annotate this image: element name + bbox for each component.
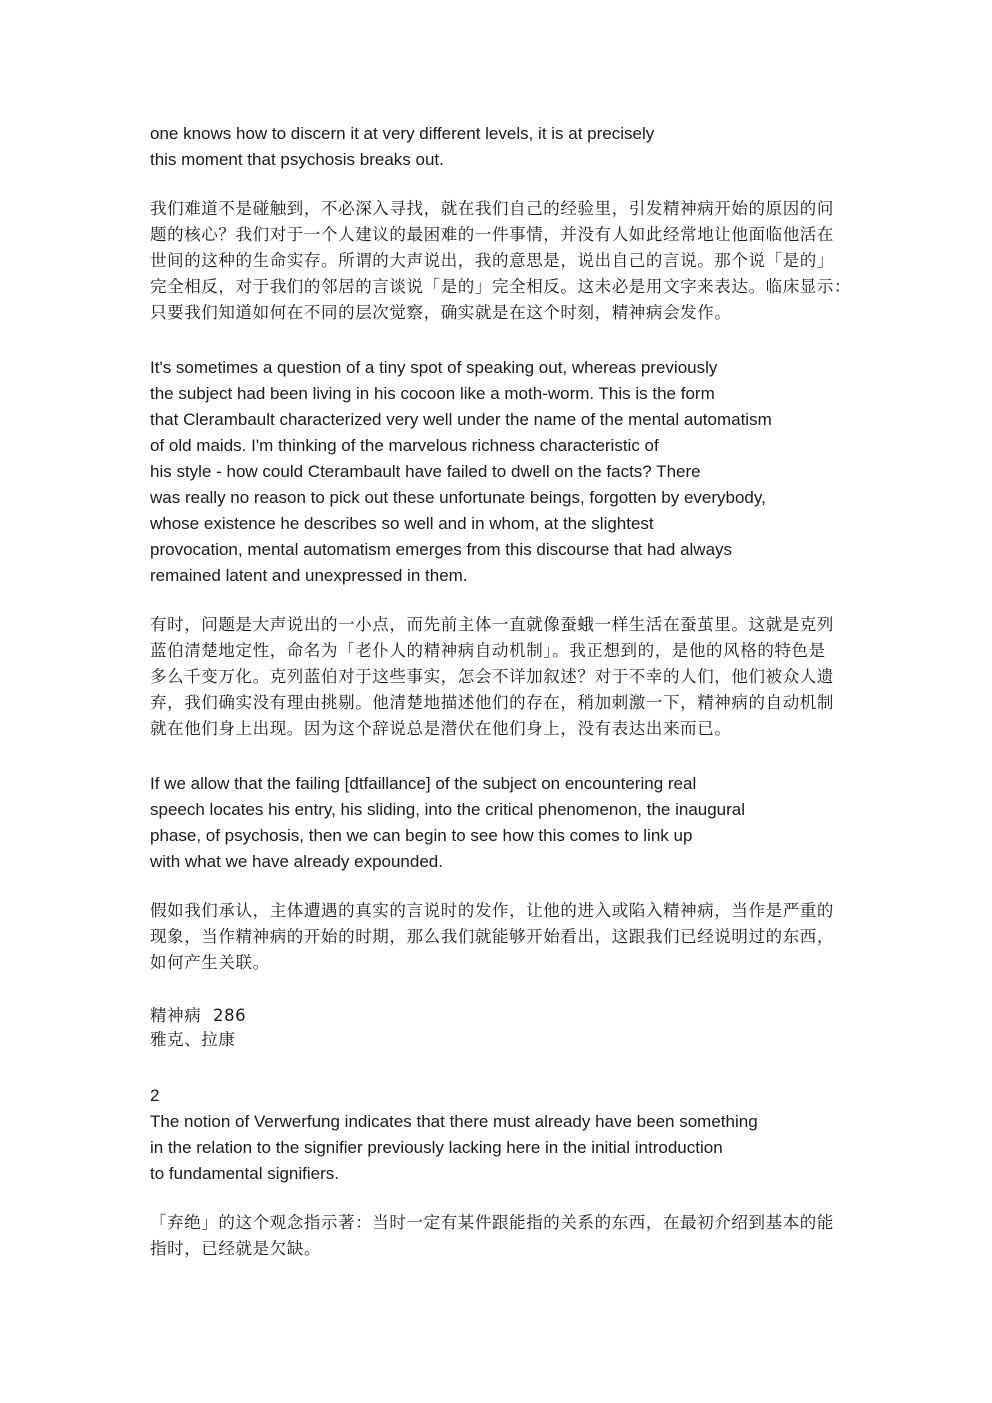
text-line: 有时，问题是大声说出的一小点，而先前主体一直就像蚕蛾一样生活在蚕茧里。这就是克列: [150, 615, 834, 634]
page-header-title: 精神病 286: [150, 1006, 247, 1025]
text-line: in the relation to the signifier previously lacking here in the initial introduction: [150, 1138, 723, 1157]
text-line: 多么千变万化。克列蓝伯对于这些事实，怎会不详加叙述？对于不幸的人们，他们被众人遗: [150, 667, 834, 686]
text-line: 我们难道不是碰触到，不必深入寻找，就在我们自己的经验里，引发精神病开始的原因的问: [150, 199, 834, 218]
text-line: provocation, mental automatism emerges from this discourse that had always: [150, 540, 733, 559]
text-line: speech locates his entry, his sliding, into the critical phenomenon, the inaugural: [150, 800, 746, 819]
text-line: his style - how could Cterambault have failed to dwell on the facts? There: [150, 462, 701, 481]
text-line: If we allow that the failing [dtfaillance] of the subject on encountering real: [150, 774, 697, 793]
text-line: 蓝伯清楚地定性，命名为「老仆人的精神病自动机制」。我正想到的，是他的风格的特色是: [150, 641, 826, 660]
text-line: that Clerambault characterized very well under the name of the mental automatism: [150, 410, 772, 429]
text-line: was really no reason to pick out these unfortunate beings, forgotten by everybody,: [150, 488, 766, 507]
text-line: 题的核心？我们对于一个人建议的最困难的一件事情，并没有人如此经常地让他面临他活在: [150, 225, 834, 244]
text-line: It's sometimes a question of a tiny spot of speaking out, whereas previously: [150, 358, 718, 377]
section-number: 2: [150, 1086, 160, 1105]
page-header-author: 雅克、拉康: [150, 1030, 236, 1049]
text-line: whose existence he describes so well and in whom, at the slightest: [150, 514, 654, 533]
text-line: to fundamental signifiers.: [150, 1164, 339, 1183]
text-line: phase, of psychosis, then we can begin to see how this comes to link up: [150, 826, 693, 845]
text-line: 就在他们身上出现。因为这个辞说总是潜伏在他们身上，没有表达出来而已。: [150, 719, 732, 738]
text-line: one knows how to discern it at very different levels, it is at precisely: [150, 124, 655, 143]
text-line: of old maids. I'm thinking of the marvelous richness characteristic of: [150, 436, 659, 455]
text-line: this moment that psychosis breaks out.: [150, 150, 444, 169]
text-line: 现象，当作精神病的开始的时期，那么我们就能够开始看出，这跟我们已经说明过的东西，: [150, 927, 834, 946]
text-line: the subject had been living in his cocoon like a moth-worm. This is the form: [150, 384, 715, 403]
text-line: The notion of Verwerfung indicates that there must already have been something: [150, 1112, 758, 1131]
text-line: 完全相反，对于我们的邻居的言谈说「是的」完全相反。这未必是用文字来表达。临床显示：: [150, 277, 852, 296]
text-line: 如何产生关联。: [150, 953, 270, 972]
text-line: 弃，我们确实没有理由挑剔。他清楚地描述他们的存在，稍加刺激一下，精神病的自动机制: [150, 693, 834, 712]
text-line: 「弃绝」的这个观念指示著：当时一定有某件跟能指的关系的东西，在最初介绍到基本的能: [150, 1213, 834, 1232]
text-line: 只要我们知道如何在不同的层次觉察，确实就是在这个时刻，精神病会发作。: [150, 303, 732, 322]
text-line: 指时，已经就是欠缺。: [150, 1239, 321, 1258]
text-line: 世间的这种的生命实存。所谓的大声说出，我的意思是，说出自己的言说。那个说「是的」: [150, 251, 834, 270]
text-line: remained latent and unexpressed in them.: [150, 566, 468, 585]
text-line: with what we have already expounded.: [150, 852, 443, 871]
text-line: 假如我们承认，主体遭遇的真实的言说时的发作，让他的进入或陷入精神病，当作是严重的: [150, 901, 834, 920]
